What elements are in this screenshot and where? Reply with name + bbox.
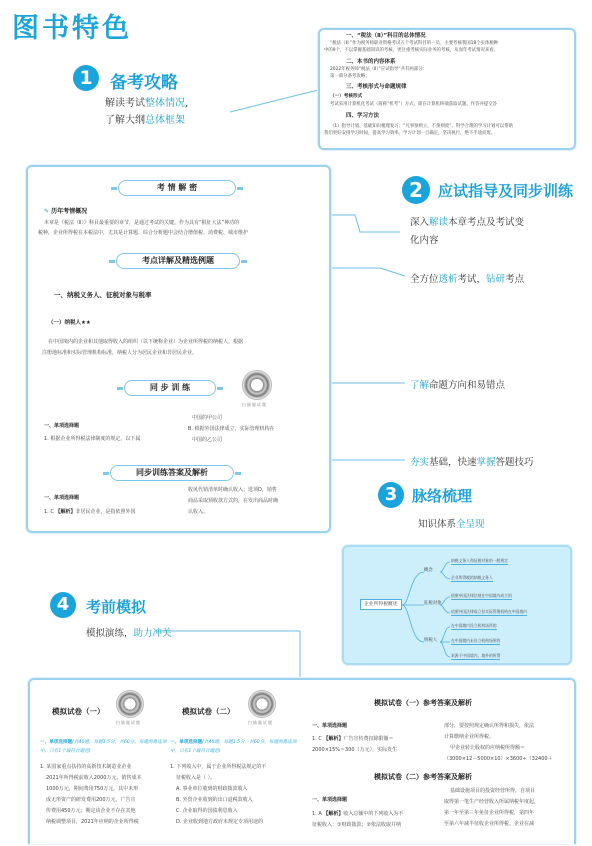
- heading: 二、本书的内容体系: [346, 59, 396, 65]
- mindmap-node: 概念: [424, 568, 433, 573]
- section-4-badge: 4: [50, 592, 76, 618]
- heading: 一、“税法（Ⅱ）”科目的总体情况: [346, 33, 426, 39]
- question-line: 纳税调整项目，2021年应纳的企业所得税: [46, 819, 139, 825]
- question-line: 1000万元，期间费用750万元，其中未形: [46, 786, 139, 792]
- mindmap-leaf: 在中国境内设立机构场所的: [451, 623, 497, 628]
- question-line: D. 企业收到地方政府未规定专项用途的: [176, 819, 264, 825]
- section-3-badge: 3: [378, 482, 404, 508]
- answer-line: 1. C 【解析】非居民企业，是指依照外国: [44, 509, 136, 515]
- qr-code-icon[interactable]: [248, 690, 276, 718]
- qr-caption: 扫 描 做 试 题: [242, 402, 266, 407]
- callout-key-points: 全方位透析考试，钻研考点: [410, 274, 525, 285]
- paragraph-line: “税法（Ⅱ）”作为税务师职业资格考试五个考试科目的一员，主要考核我国18个实体税种: [330, 41, 499, 46]
- question-line: 征税收入是（ ）。: [176, 775, 216, 781]
- paper-2-section-type: 一、单项选择题(共40题，每题1.5分，共60分。每题的备选项中，只有1个最符合题意): [170, 740, 297, 754]
- qr-caption: 扫 描 做 试 题: [116, 720, 140, 725]
- answer-line: 认收入。: [188, 509, 209, 515]
- sample-page-mock-exam: [28, 678, 576, 844]
- paragraph-line: 注册地标准和实际管理机构标准，纳税人分为居民企业和非居民企业。: [42, 350, 198, 356]
- paragraph-line: 我们更好安排学习时间，提高学习效率。学习计划一旦确定，坚决执行，绝不半途而废。: [324, 131, 496, 136]
- section-bar-answers: 同步训练答案及解析: [110, 465, 234, 481]
- question-line: 传费用450万元；期定该企业不存在其他: [46, 808, 136, 814]
- qr-code-icon[interactable]: [116, 690, 144, 718]
- section-3-desc: 知识体系全呈现: [418, 519, 485, 530]
- qr-caption: 扫 描 做 试 题: [248, 720, 272, 725]
- page-title: 图书特色: [12, 13, 132, 44]
- sample-page-exam-guidance: [26, 165, 331, 533]
- paragraph-line: 税种，企业所得税在本税法中，尤其是计算题、综合分析题中会结合增值税、消费税、城市维护: [38, 230, 249, 236]
- mindmap-leaf: 在中国境内未设立机构场所的: [451, 638, 501, 643]
- callout-direction: 了解命题方向和易错点: [410, 380, 506, 391]
- mindmap-node: 征税对象: [424, 601, 442, 606]
- paper-1-title: 模拟试卷（一）: [52, 707, 105, 716]
- question-line: 成无形资产的研发费用200万元，广告宣: [46, 797, 136, 803]
- sample-page-mindmap: [342, 545, 572, 665]
- answer-line: 收风代销清单时确认收入；选项D，销售: [188, 487, 277, 493]
- heading: 四、学习方法: [346, 113, 380, 119]
- section-2-title: 应试指导及同步训练: [438, 182, 574, 200]
- mindmap-node: 纳税人: [424, 638, 438, 643]
- answer-type: 一、单项选择题: [44, 495, 80, 501]
- section-bar-key-points: 考点详解及精选例题: [116, 253, 240, 269]
- answer-line: 至第六年减半征收企业所得税。企业在减: [444, 821, 535, 827]
- section-bar-sync-training: 同 步 训 练: [124, 380, 216, 396]
- paragraph-line: 第一部分备考攻略；: [330, 74, 370, 79]
- mindmap-leaf: 依照外国法律成立但实际管理机构在中国境内: [451, 609, 527, 614]
- section-bar-exam-analysis: 考 情 解 密: [118, 180, 236, 196]
- section-1-desc: 解读考试整体情况, 了解大纲总体框架: [105, 98, 189, 126]
- exercise-question: 1. 根据企业所得税法律制度的规定，以下属: [44, 436, 141, 442]
- section-4-title: 考前模拟: [86, 598, 147, 616]
- answer-line: 基础设施项目的投资经营所得，自项目: [450, 788, 536, 794]
- paper-2-title: 模拟试卷（二）: [182, 707, 235, 716]
- history-title: ✎ 历年考情概况: [44, 208, 88, 215]
- answer-1-title: 模拟试卷（一）参考答案及解析: [374, 699, 472, 707]
- question-line: 1. 某国家重点扶持的高新技术制造业企业: [40, 764, 132, 770]
- exercise-option: B. 根据外国法律成立，实际管理机构在: [188, 426, 275, 432]
- sample-page-exam-strategy: [318, 28, 576, 150]
- mindmap-leaf: 依照中国法律法规在中国境内成立的: [451, 593, 512, 598]
- section-1-title: 备考攻略: [110, 73, 178, 93]
- qr-code-icon[interactable]: [242, 370, 272, 400]
- answer-type: 一、单项选择题: [312, 797, 348, 803]
- mindmap-leaf: 来源于中国境内、境外的所得: [451, 653, 501, 658]
- mindmap-leaf: 纳税义务人和征税对象的一般规定: [451, 558, 508, 563]
- paragraph-line: 2022年税务师“税法（Ⅱ）”应试指导“共有两部分：: [330, 67, 427, 72]
- paragraph-line: （1）指导计划、基础知识梳理复习；“凡事预则立，不预则废”。科学合理的学习计划可以帮助: [330, 124, 513, 129]
- answer-line: 取得第一笔生产经营收入所属纳税年度起，: [444, 799, 540, 805]
- book-icon: ✎: [44, 208, 52, 215]
- answer-line: 部分，要按照规定确认所得和损失，依法: [444, 723, 535, 729]
- answer-line: 商品采取预收款方式的，在发出商品时确: [188, 498, 279, 504]
- paragraph-line: 本章是《税法（Ⅱ）》科目最重要的章节，是通过考试的关键。作为具有“根征大法”神功的: [44, 220, 240, 226]
- answer-line: 征税收入：①财政拨款；②依法收取并纳: [312, 822, 401, 828]
- paper-1-section-type: 一、单项选择题(共40题，每题1.5分，共60分。每题的备选项中，只有1个最符合题意): [40, 740, 167, 754]
- exercise-option: 中国的甲公司: [192, 415, 223, 421]
- heading: 三、考核形式与命题规律: [346, 84, 407, 90]
- answer-line: （3000×12－5000×10）×3600÷（32400＋: [444, 756, 553, 762]
- subheading: （一）考核形式: [330, 94, 363, 99]
- answer-2-title: 模拟试卷（二）参考答案及解析: [374, 773, 472, 781]
- section-3-title: 脉络梳理: [412, 487, 473, 505]
- section-1-badge: 1: [73, 65, 99, 91]
- answer-line: 第一年至第三年免征企业所得税，第四年: [444, 810, 535, 816]
- exercise-option: 中国的乙公司: [192, 437, 223, 443]
- mindmap-leaf: 企业所得税的纳税义务人: [451, 575, 493, 580]
- paragraph-line: 中的9个，不以掌握基础知识的考核，更注重考核实际业务的考核，从而年考试情况来看。: [324, 48, 499, 53]
- subheading: （一）纳税人★★: [48, 320, 91, 326]
- answer-type: 一、单项选择题: [312, 723, 348, 729]
- heading: 一、纳税义务人、征税对象与税率: [54, 291, 152, 299]
- answer-line: 1. C 【解析】广告宣传费扣除限额＝: [312, 736, 394, 742]
- callout-skills: 夯实基础，快速掌握答题技巧: [410, 457, 534, 468]
- callout-exam-changes: 深入解读本章考点及考试变 化内容: [410, 217, 525, 246]
- paragraph-line: 考试采用计算机化考试（简称“机考”）方式，即在计算机终端获取试题、作答并提交答: [330, 102, 498, 107]
- section-2-badge: 2: [402, 176, 430, 204]
- answer-line: 1. A 【解析】收入总额中的下列收入为不: [312, 811, 404, 817]
- section-4-desc: 模拟演练，助力冲关: [86, 628, 172, 639]
- answer-line: 计算缴纳企业所得税。: [444, 734, 495, 740]
- question-line: A. 事业单位收到的财政拨款收入: [176, 786, 248, 792]
- question-line: C. 企业取得的国债利息收入: [176, 808, 238, 814]
- answer-line: 甲企业转让股权的应纳税所得额＝: [450, 745, 526, 751]
- mindmap-center-node: 企业所得税概述: [360, 599, 402, 610]
- answer-line: 2000×15%＝300（万元），实际发生: [312, 747, 398, 753]
- exercise-type: 一、单项选择题: [44, 423, 80, 429]
- question-line: 1. 下列收入中，属于企业所得税法规定的不: [170, 764, 267, 770]
- paragraph-line: 在中国境内的企业和其他取得收入的组织（以下统称企业）为企业所得税的纳税人。根据: [48, 339, 244, 345]
- question-line: 2021年所得税前收入2000万元，销售成本: [46, 775, 142, 781]
- question-line: B. 外贸企业收到的出口退税款收入: [176, 797, 253, 803]
